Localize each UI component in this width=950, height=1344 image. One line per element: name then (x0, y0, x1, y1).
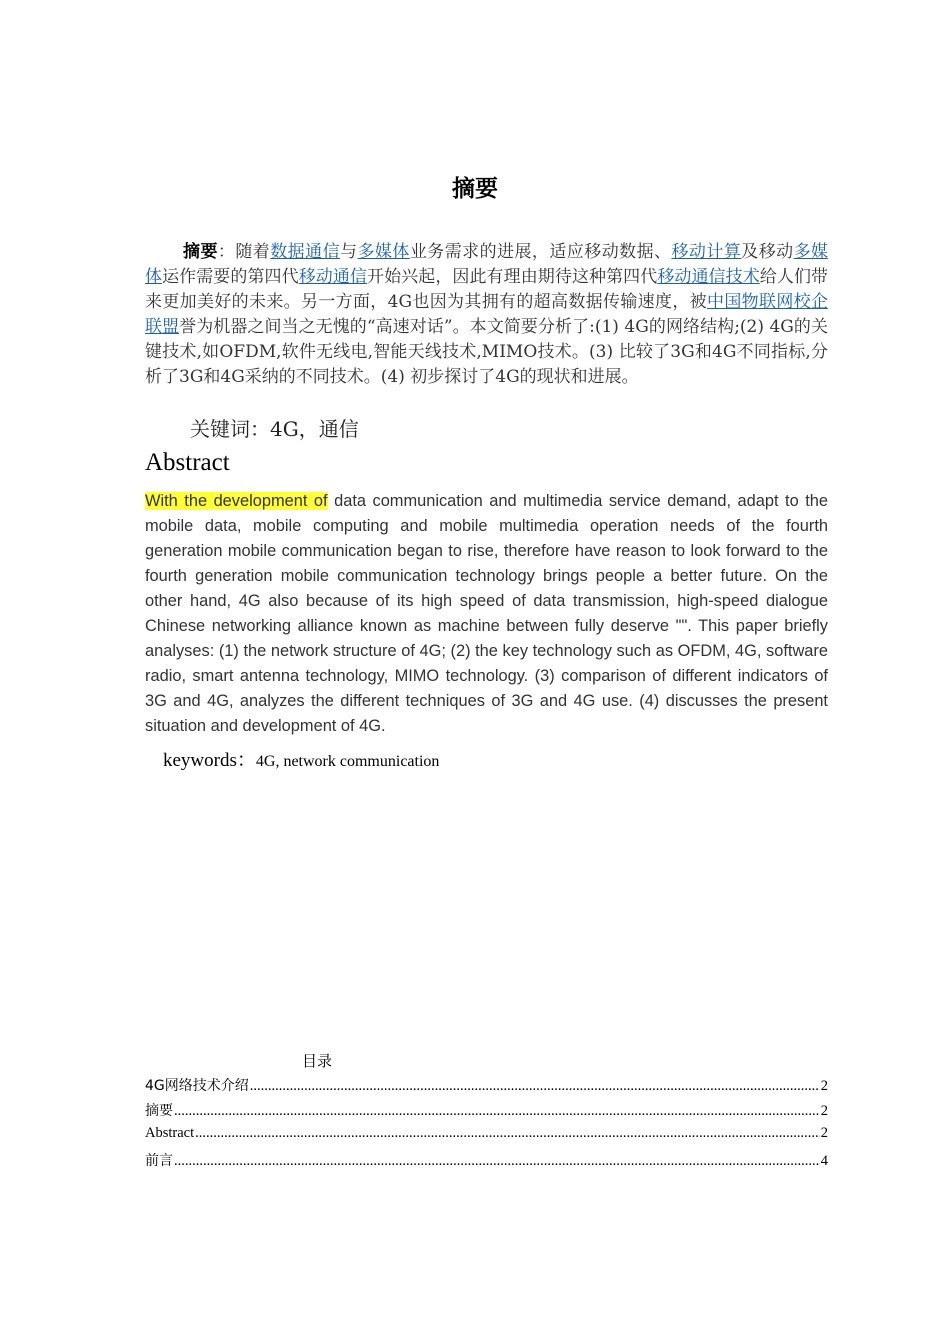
link-mobile-communication-tech[interactable]: 移动通信技术 (657, 267, 760, 287)
abstract-text: 业务需求的进展，适应移动数据、 (409, 242, 672, 262)
abstract-text: 及移动 (741, 242, 794, 262)
toc-leader-dots (195, 1125, 820, 1142)
toc-page-number: 4 (820, 1153, 828, 1169)
toc-leader-dots (174, 1103, 820, 1120)
abstract-lead-colon: ： (217, 242, 236, 262)
toc-entry[interactable] (145, 1150, 828, 1175)
toc-entry-text: 前言 (145, 1153, 173, 1169)
toc-page-number: 2 (820, 1103, 828, 1119)
chinese-keywords: 关键词：4G，通信 (190, 417, 359, 441)
toc-page-number: 2 (820, 1125, 828, 1141)
keywords-value: 4G, network communication (255, 753, 440, 770)
toc-entry-text: 4G网络技术介绍 (145, 1078, 249, 1094)
abstract-text: 开始兴起，因此有理由期待这种第四代 (367, 267, 658, 287)
toc-entry[interactable] (145, 1100, 828, 1125)
toc-entry-text: 摘要 (145, 1103, 173, 1119)
highlighted-text: With the development of (145, 492, 328, 510)
link-data-communication[interactable]: 数据通信 (270, 242, 341, 262)
abstract-text: 随着 (235, 242, 271, 262)
toc-title: 目录 (302, 1052, 333, 1070)
abstract-text: 给人们带来更加美好的未来。另一方面，4G也因为其拥有的超高数据传输速度，被 (145, 267, 829, 312)
toc-page-number: 2 (820, 1078, 828, 1094)
toc-entry-text: Abstract (145, 1125, 195, 1141)
abstract-text: 誉为机器之间当之无愧的“高速对话”。本文简要分析了:(1) 4G的网络结构;(2) 4G的关键技术,如OFDM,软件无线电,智能天线技术,MIMO技术。(3) 比较了3G和4G不同指标,分析了3G和4G采纳的不同技术。(4) 初步探讨了4G的现状和进展。 (145, 317, 828, 387)
link-mobile-communication[interactable]: 移动通信 (298, 267, 368, 287)
chinese-abstract (145, 240, 828, 390)
abstract-lead-label: 摘要 (183, 242, 218, 262)
table-of-contents (145, 1075, 828, 1175)
english-keywords (163, 745, 439, 772)
toc-entry[interactable] (145, 1125, 828, 1150)
toc-leader-dots (250, 1078, 820, 1095)
english-abstract-text: data communication and multimedia service demand, adapt to the mobile data, mobile computing and mobile multimedia operation needs of the fourth generation mobile communication began to rise, therefore have reason to look forward to the fourth generation mobile communication technology brings people a better future. On the other hand, 4G also because of its high speed of data transmission, high-speed dialogue Chinese networking alliance known as machine between fully deserve "". This paper briefly analyses: (1) the network structure of 4G; (2) the key technology such as OFDM, 4G, software radio, smart antenna technology, MIMO technology. (3) comparison of different indicators of 3G and 4G, analyzes the different techniques of 3G and 4G use. (4) discusses the present situation and development of 4G. (145, 492, 828, 735)
toc-entry[interactable] (145, 1075, 828, 1100)
abstract-heading: Abstract (145, 449, 230, 476)
keywords-label: keywords： (163, 750, 256, 771)
toc-leader-dots (174, 1153, 820, 1170)
link-mobile-computing[interactable]: 移动计算 (671, 242, 742, 262)
link-iot-alliance[interactable]: 中国物联网校企联盟 (145, 292, 828, 337)
link-multimedia[interactable]: 多媒体 (357, 242, 410, 262)
page-title: 摘要 (452, 176, 498, 202)
abstract-text: 运作需要的第四代 (162, 267, 299, 287)
english-abstract (145, 489, 828, 739)
link-multimedia-2[interactable]: 多媒体 (145, 242, 829, 287)
abstract-text: 与 (340, 242, 358, 262)
